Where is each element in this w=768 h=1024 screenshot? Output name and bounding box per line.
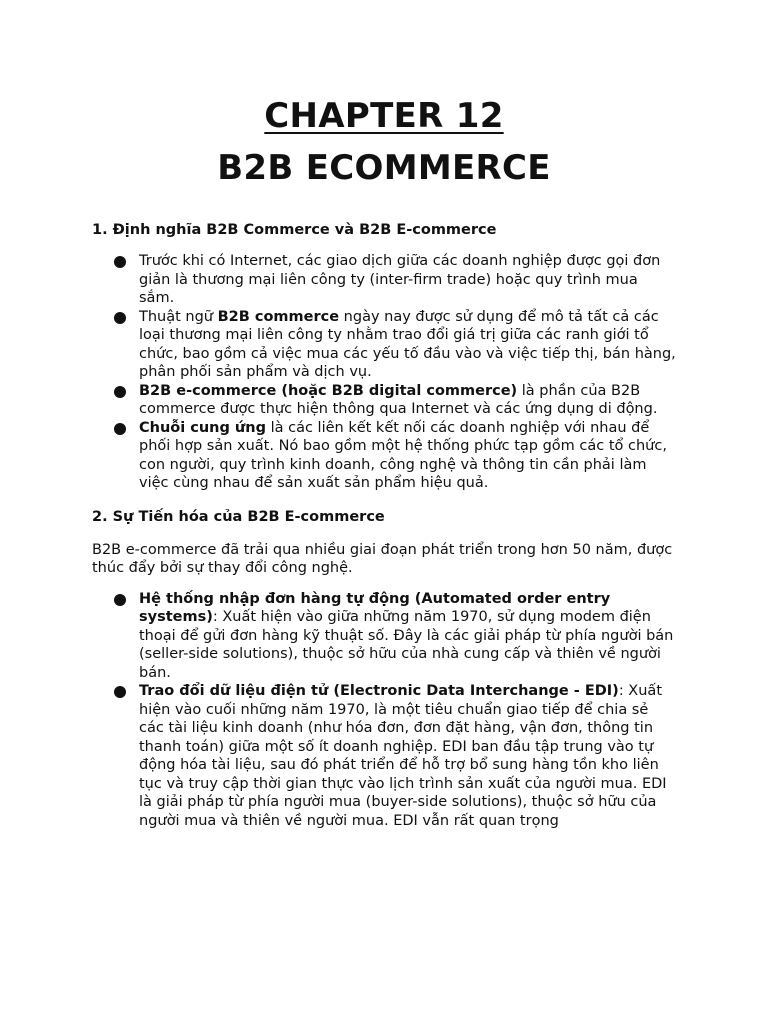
chapter-heading — [92, 0, 676, 194]
bullet-term: B2B commerce — [217, 308, 340, 325]
list-item — [92, 308, 676, 382]
bullet-term: B2B e-commerce (hoặc B2B digital commerce) — [139, 382, 518, 399]
bullet-term: Trao đổi dữ liệu điện tử (Electronic Data Interchange - EDI) — [139, 683, 619, 699]
list-item — [92, 419, 676, 493]
section-2-heading: 2. Sự Tiến hóa của B2B E-commerce — [92, 508, 385, 525]
section-2-intro: B2B e-commerce đã trải qua nhiều giai đoạn phát triển trong hơn 50 năm, được thúc đẩy bởi sự thay đổi công nghệ. — [92, 541, 673, 576]
section-1-bullet-list — [92, 252, 676, 493]
bullet-text: là các liên kết kết nối các doanh nghiệp với nhau để phối hợp sản xuất. Nó bao gồm một hệ thống phức tạp gồm các tổ chức, con người, quy trình kinh doanh, công nghệ và thông tin cần phải làm việc cùng nhau để sản xuất sản phẩm hiệu quả. — [139, 419, 667, 491]
list-item — [92, 382, 676, 419]
bullet-dot-icon — [114, 594, 126, 606]
section-2-bullet-list — [92, 590, 676, 831]
list-item — [92, 682, 676, 830]
bullet-dot-icon — [114, 423, 126, 435]
bullet-dot-icon — [114, 386, 126, 398]
section-1-heading: 1. Định nghĩa B2B Commerce và B2B E-commerce — [92, 222, 497, 238]
bullet-term: Chuỗi cung ứng — [139, 419, 266, 436]
bullet-text: là phần của B2B commerce được thực hiện thông qua Internet và các ứng dụng di động. — [139, 382, 658, 417]
bullet-text: : Xuất hiện vào giữa những năm 1970, sử dụng modem điện thoại để gửi đơn hàng kỹ thuật số. Đây là các giải pháp từ phía người bán (seller-side solutions), thuộc sở hữu của nhà cung cấp và thiên về người bán. — [139, 609, 674, 681]
bullet-text: Trước khi có Internet, các giao dịch giữa các doanh nghiệp được gọi đơn giản là thương mại liên công ty (inter-firm trade) hoặc quy trình mua sắm. — [139, 253, 661, 306]
bullet-text: : Xuất hiện vào cuối những năm 1970, là một tiêu chuẩn giao tiếp để chia sẻ các tài liệu kinh doanh (như hóa đơn, đơn đặt hàng, vận đơn, thông tin thanh toán) giữa một số ít doanh nghiệp. EDI ban đầu tập trung vào tự động hóa tài liệu, sau đó phát triển để hỗ trợ bổ sung hàng tồn kho liên tục và truy cập thời gian thực vào lịch trình sản xuất của người mua. EDI là giải pháp từ phía người mua (buyer-side solutions), thuộc sở hữu của người mua và thiên về người mua. EDI vẫn rất quan trọng — [139, 683, 667, 829]
list-item — [92, 252, 676, 308]
chapter-title: CHAPTER 12 — [264, 96, 504, 136]
bullet-dot-icon — [114, 312, 126, 324]
bullet-term: Hệ thống nhập đơn hàng tự động (Automated order entry systems) — [139, 590, 611, 625]
bullet-text: ngày nay được sử dụng để mô tả tất cả các loại thương mại liên công ty nhằm trao đổi giá trị giữa các ranh giới tổ chức, bao gồm cả việc mua các yếu tố đầu vào và việc tiếp thị, bán hàng, phân phối sản phẩm và dịch vụ. — [139, 308, 676, 380]
bullet-dot-icon — [114, 686, 126, 698]
chapter-subtitle: B2B ECOMMERCE — [217, 148, 551, 188]
bullet-prefix: Thuật ngữ — [139, 308, 218, 325]
list-item — [92, 590, 676, 683]
bullet-dot-icon — [114, 256, 126, 268]
